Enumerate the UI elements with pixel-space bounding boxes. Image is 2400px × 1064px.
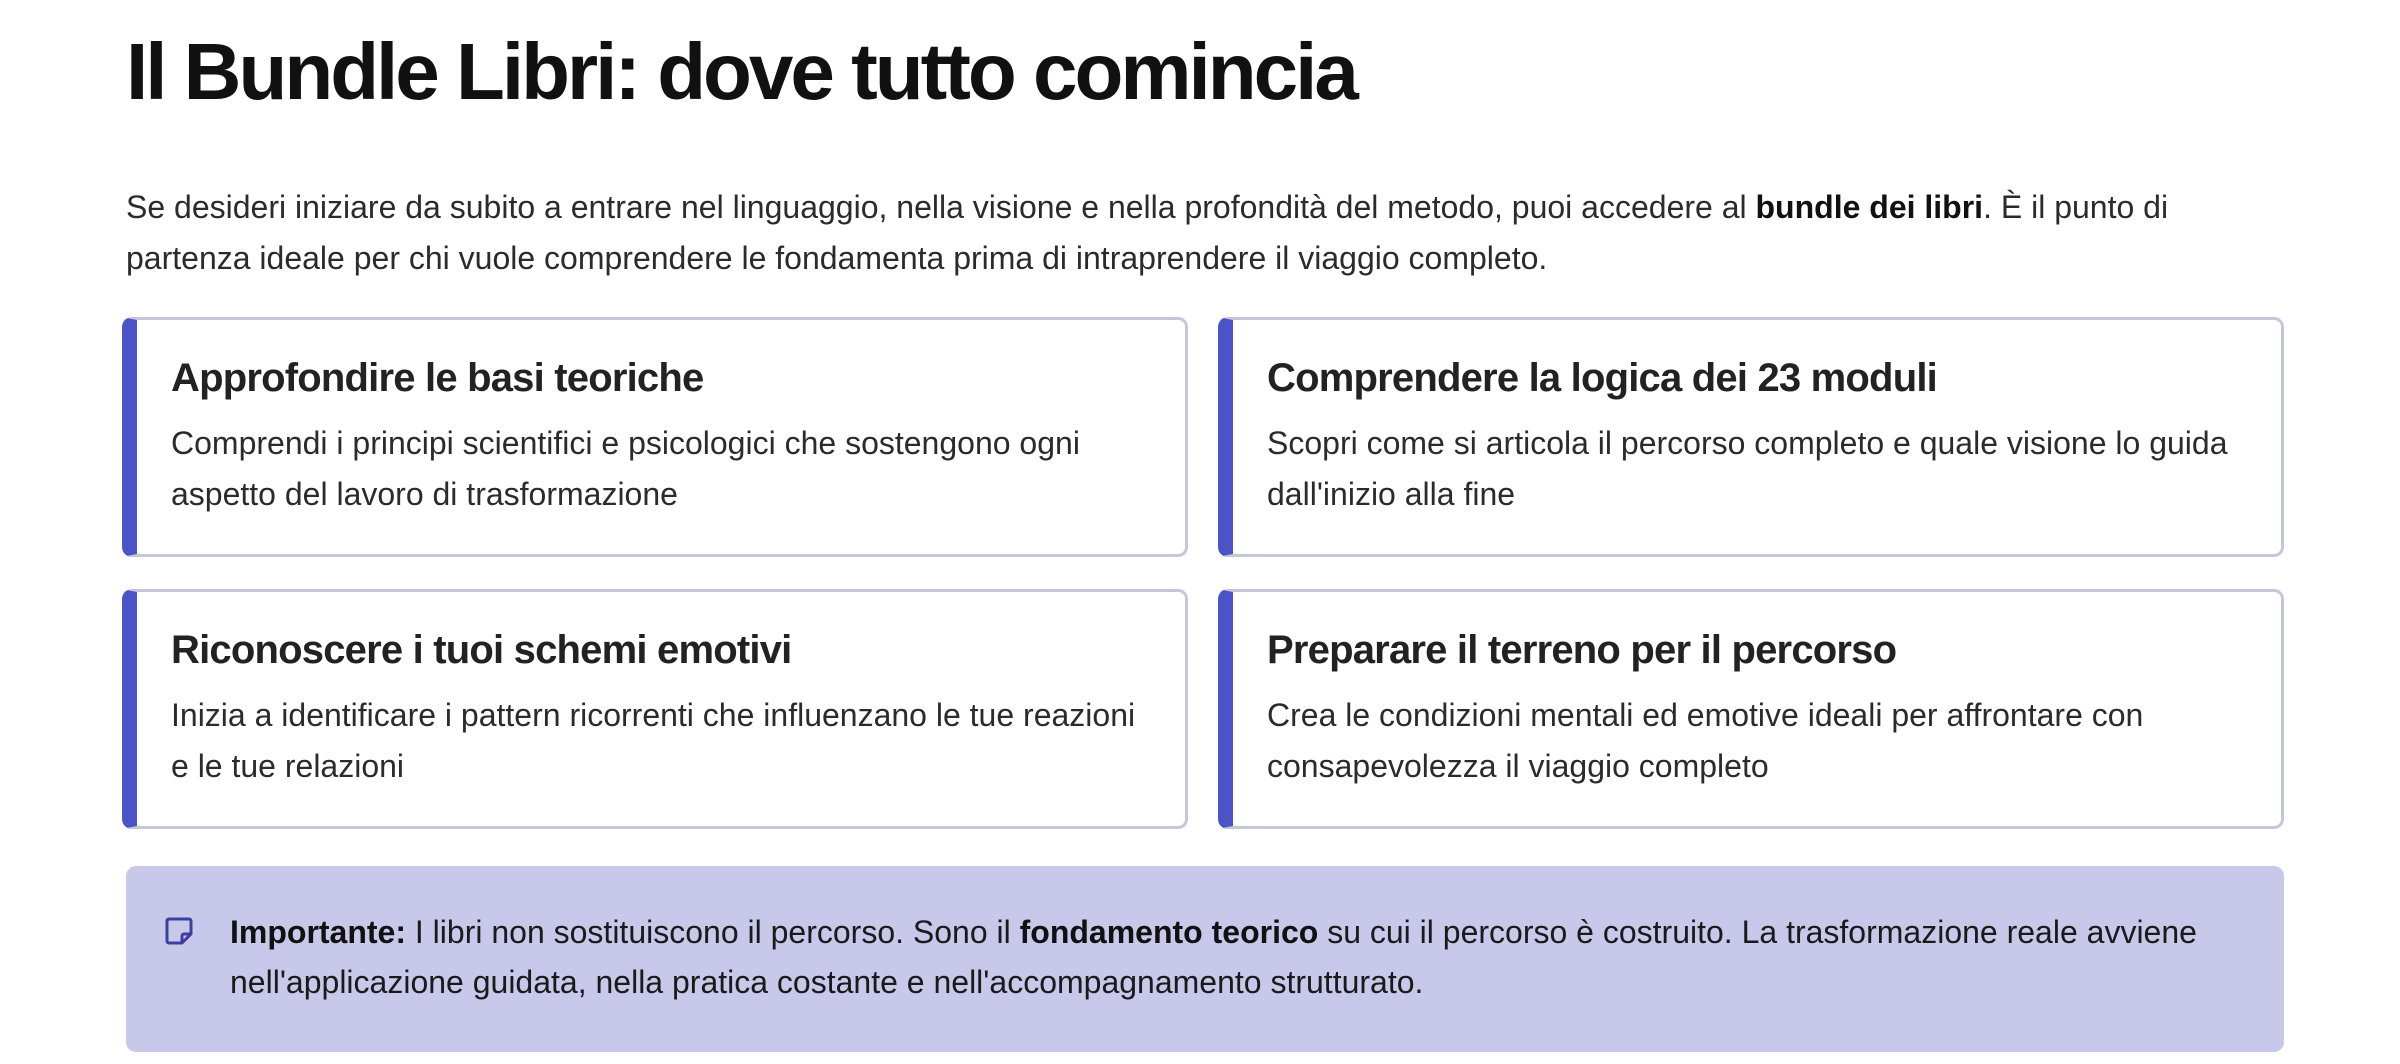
card-title: Comprendere la logica dei 23 moduli	[1267, 356, 1937, 400]
card-description: Scopri come si articola il percorso completo e quale visione lo guida dall'inizio alla fine	[1267, 425, 2228, 512]
intro-paragraph	[126, 182, 2284, 284]
benefit-card-schemi-emotivi	[122, 589, 1188, 829]
card-title: Preparare il terreno per il percorso	[1267, 628, 1897, 672]
benefit-card-preparare-terreno	[1218, 589, 2284, 829]
benefit-card-logica-moduli	[1218, 317, 2284, 557]
intro-text-end: . È il punto di partenza ideale per chi vuole comprendere le fondamenta prima di intraprendere il viaggio completo.	[126, 189, 2169, 276]
notice-text	[230, 907, 2224, 1007]
notice-label: Importante:	[230, 914, 406, 950]
intro-text-start: Se desideri iniziare da subito a entrare nel linguaggio, nella visione e nella profondità del metodo, puoi accedere al	[126, 189, 1756, 225]
intro-highlight: bundle dei libri	[1755, 189, 1984, 225]
page-title: Il Bundle Libri: dove tutto comincia	[126, 27, 1356, 116]
card-title: Approfondire le basi teoriche	[171, 356, 704, 400]
card-description: Inizia a identificare i pattern ricorrenti che influenzano le tue reazioni e le tue relazioni	[171, 697, 1136, 784]
notice-text-end: su cui il percorso è costruito. La trasformazione reale avviene nell'applicazione guidata, nella pratica costante e nell'accompagnamento strutturato.	[230, 914, 2197, 1000]
card-title: Riconoscere i tuoi schemi emotivi	[171, 628, 792, 672]
sticky-note-icon	[164, 916, 194, 946]
notice-text-start: I libri non sostituiscono il percorso. Sono il	[406, 914, 1020, 950]
important-notice	[126, 866, 2284, 1052]
notice-highlight: fondamento teorico	[1019, 914, 1319, 950]
benefit-card-basi-teoriche	[122, 317, 1188, 557]
card-description: Comprendi i principi scientifici e psicologici che sostengono ogni aspetto del lavoro di trasformazione	[171, 425, 1080, 512]
benefits-grid	[122, 317, 2284, 829]
card-description: Crea le condizioni mentali ed emotive ideali per affrontare con consapevolezza il viaggio completo	[1267, 697, 2144, 784]
